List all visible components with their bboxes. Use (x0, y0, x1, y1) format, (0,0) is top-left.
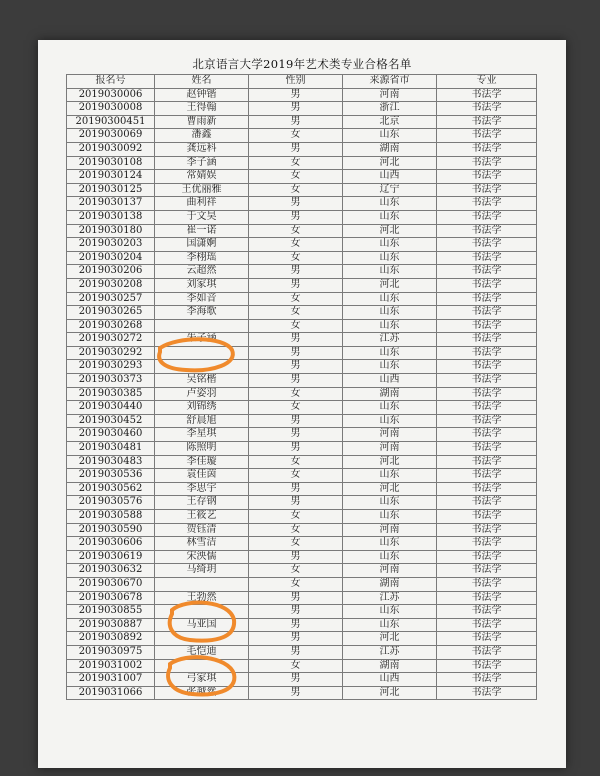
province-cell: 河北 (343, 482, 437, 496)
major-cell: 书法学 (437, 238, 537, 252)
province-cell: 北京 (343, 115, 437, 129)
name-cell (155, 360, 249, 374)
reg-no-cell: 2019030562 (67, 482, 155, 496)
province-cell: 山东 (343, 210, 437, 224)
province-cell: 山东 (343, 401, 437, 415)
gender-cell: 男 (249, 333, 343, 347)
gender-cell: 男 (249, 88, 343, 102)
major-cell: 书法学 (437, 129, 537, 143)
gender-cell: 女 (249, 306, 343, 320)
table-row (67, 496, 537, 510)
province-cell: 山东 (343, 265, 437, 279)
name-cell: 贺钰清 (155, 523, 249, 537)
gender-cell: 男 (249, 346, 343, 360)
name-cell: 李佳璇 (155, 455, 249, 469)
province-cell: 山东 (343, 319, 437, 333)
gender-cell: 男 (249, 142, 343, 156)
table-row (67, 360, 537, 374)
table-row (67, 210, 537, 224)
reg-no-cell: 2019030293 (67, 360, 155, 374)
gender-cell: 女 (249, 183, 343, 197)
gender-cell: 女 (249, 659, 343, 673)
name-cell: 曹雨新 (155, 115, 249, 129)
gender-cell: 女 (249, 224, 343, 238)
major-cell: 书法学 (437, 333, 537, 347)
reg-no-cell: 2019030373 (67, 374, 155, 388)
table-row (67, 401, 537, 415)
gender-cell: 男 (249, 673, 343, 687)
province-cell: 山东 (343, 537, 437, 551)
major-cell: 书法学 (437, 673, 537, 687)
name-cell: 卢姿羽 (155, 387, 249, 401)
name-cell: 王勃然 (155, 591, 249, 605)
major-cell: 书法学 (437, 197, 537, 211)
reg-no-cell: 2019030204 (67, 251, 155, 265)
major-cell: 书法学 (437, 319, 537, 333)
reg-no-cell: 20190300451 (67, 115, 155, 129)
reg-no-cell: 2019030670 (67, 577, 155, 591)
reg-no-cell: 2019030887 (67, 618, 155, 632)
province-cell: 山西 (343, 673, 437, 687)
reg-no-cell: 2019030203 (67, 238, 155, 252)
reg-no-cell: 2019030576 (67, 496, 155, 510)
table-row (67, 156, 537, 170)
table-row (67, 129, 537, 143)
gender-cell: 女 (249, 455, 343, 469)
table-row (67, 564, 537, 578)
province-cell: 河南 (343, 564, 437, 578)
name-cell: 朱子涵 (155, 333, 249, 347)
major-cell: 书法学 (437, 224, 537, 238)
name-cell: 崔一诺 (155, 224, 249, 238)
reg-no-cell: 2019030180 (67, 224, 155, 238)
major-cell: 书法学 (437, 265, 537, 279)
major-cell: 书法学 (437, 564, 537, 578)
reg-no-cell: 2019030208 (67, 278, 155, 292)
table-row (67, 170, 537, 184)
province-cell: 浙江 (343, 102, 437, 116)
province-cell: 湖南 (343, 659, 437, 673)
name-cell: 李思宇 (155, 482, 249, 496)
name-cell (155, 659, 249, 673)
major-cell: 书法学 (437, 115, 537, 129)
reg-no-cell: 2019030385 (67, 387, 155, 401)
major-cell: 书法学 (437, 428, 537, 442)
reg-no-cell: 2019030452 (67, 414, 155, 428)
table-row (67, 510, 537, 524)
gender-cell: 女 (249, 577, 343, 591)
table-row (67, 115, 537, 129)
gender-cell: 男 (249, 632, 343, 646)
province-cell: 山东 (343, 292, 437, 306)
gender-cell: 女 (249, 156, 343, 170)
gender-cell: 男 (249, 645, 343, 659)
table-row (67, 659, 537, 673)
major-cell: 书法学 (437, 360, 537, 374)
gender-cell: 女 (249, 238, 343, 252)
major-cell: 书法学 (437, 251, 537, 265)
reg-no-cell: 2019030257 (67, 292, 155, 306)
name-cell: 弓家琪 (155, 673, 249, 687)
major-cell: 书法学 (437, 170, 537, 184)
major-cell: 书法学 (437, 537, 537, 551)
reg-no-cell: 2019030892 (67, 632, 155, 646)
reg-no-cell: 2019030619 (67, 550, 155, 564)
table-row (67, 374, 537, 388)
reg-no-cell: 2019030125 (67, 183, 155, 197)
page-title: 北京语言大学2019年艺术类专业合格名单 (192, 57, 412, 71)
major-cell: 书法学 (437, 686, 537, 700)
reg-no-cell: 2019031066 (67, 686, 155, 700)
major-cell: 书法学 (437, 618, 537, 632)
province-cell: 山东 (343, 510, 437, 524)
name-cell: 赵钟锴 (155, 88, 249, 102)
major-cell: 书法学 (437, 401, 537, 415)
major-cell: 书法学 (437, 102, 537, 116)
gender-cell: 女 (249, 401, 343, 415)
gender-cell: 女 (249, 564, 343, 578)
gender-cell: 女 (249, 387, 343, 401)
major-cell: 书法学 (437, 645, 537, 659)
table-row (67, 387, 537, 401)
table-row (67, 183, 537, 197)
name-cell: 马亚国 (155, 618, 249, 632)
province-cell: 河南 (343, 88, 437, 102)
province-cell: 江苏 (343, 645, 437, 659)
gender-cell: 男 (249, 278, 343, 292)
major-cell: 书法学 (437, 605, 537, 619)
reg-no-cell: 2019030440 (67, 401, 155, 415)
header-name: 姓名 (155, 75, 249, 89)
table-row (67, 618, 537, 632)
header-major: 专业 (437, 75, 537, 89)
major-cell: 书法学 (437, 659, 537, 673)
major-cell: 书法学 (437, 469, 537, 483)
gender-cell: 男 (249, 265, 343, 279)
province-cell: 河北 (343, 632, 437, 646)
name-cell: 龚远科 (155, 142, 249, 156)
major-cell: 书法学 (437, 387, 537, 401)
table-row (67, 428, 537, 442)
gender-cell: 女 (249, 129, 343, 143)
gender-cell: 男 (249, 496, 343, 510)
name-cell: 毛恺迪 (155, 645, 249, 659)
province-cell: 河北 (343, 278, 437, 292)
province-cell: 山东 (343, 605, 437, 619)
table-row (67, 197, 537, 211)
name-cell: 宋泱儒 (155, 550, 249, 564)
gender-cell: 女 (249, 523, 343, 537)
reg-no-cell: 2019030975 (67, 645, 155, 659)
province-cell: 湖南 (343, 142, 437, 156)
name-cell: 张越然 (155, 686, 249, 700)
name-cell (155, 346, 249, 360)
major-cell: 书法学 (437, 442, 537, 456)
major-cell: 书法学 (437, 142, 537, 156)
province-cell: 山东 (343, 469, 437, 483)
province-cell: 河北 (343, 156, 437, 170)
province-cell: 江苏 (343, 333, 437, 347)
table-row (67, 577, 537, 591)
table-row (67, 442, 537, 456)
major-cell: 书法学 (437, 523, 537, 537)
table-row (67, 591, 537, 605)
province-cell: 河南 (343, 428, 437, 442)
table-row (67, 673, 537, 687)
major-cell: 书法学 (437, 183, 537, 197)
province-cell: 山东 (343, 496, 437, 510)
major-cell: 书法学 (437, 510, 537, 524)
major-cell: 书法学 (437, 156, 537, 170)
reg-no-cell: 2019030108 (67, 156, 155, 170)
table-row (67, 645, 537, 659)
table-row (67, 142, 537, 156)
table-row (67, 537, 537, 551)
province-cell: 江苏 (343, 591, 437, 605)
province-cell: 河北 (343, 686, 437, 700)
name-cell: 林雪洁 (155, 537, 249, 551)
table-row (67, 265, 537, 279)
reg-no-cell: 2019030268 (67, 319, 155, 333)
gender-cell: 男 (249, 605, 343, 619)
reg-no-cell: 2019031002 (67, 659, 155, 673)
major-cell: 书法学 (437, 496, 537, 510)
reg-no-cell: 2019030092 (67, 142, 155, 156)
major-cell: 书法学 (437, 455, 537, 469)
major-cell: 书法学 (437, 577, 537, 591)
gender-cell: 男 (249, 414, 343, 428)
table-row (67, 88, 537, 102)
name-cell (155, 319, 249, 333)
major-cell: 书法学 (437, 414, 537, 428)
reg-no-cell: 2019030590 (67, 523, 155, 537)
gender-cell: 女 (249, 251, 343, 265)
major-cell: 书法学 (437, 292, 537, 306)
name-cell: 舒晨旭 (155, 414, 249, 428)
gender-cell: 女 (249, 469, 343, 483)
name-cell: 王存钢 (155, 496, 249, 510)
province-cell: 辽宁 (343, 183, 437, 197)
name-cell: 王筱艺 (155, 510, 249, 524)
reg-no-cell: 2019030124 (67, 170, 155, 184)
province-cell: 河北 (343, 224, 437, 238)
name-cell: 袁佳茵 (155, 469, 249, 483)
province-cell: 湖南 (343, 387, 437, 401)
gender-cell: 男 (249, 428, 343, 442)
table-row (67, 224, 537, 238)
name-cell (155, 577, 249, 591)
gender-cell: 女 (249, 510, 343, 524)
name-cell: 吴铭楷 (155, 374, 249, 388)
gender-cell: 男 (249, 550, 343, 564)
name-cell: 潘鑫 (155, 129, 249, 143)
gender-cell: 男 (249, 102, 343, 116)
province-cell: 山东 (343, 251, 437, 265)
reg-no-cell: 2019030483 (67, 455, 155, 469)
table-row (67, 319, 537, 333)
major-cell: 书法学 (437, 346, 537, 360)
gender-cell: 男 (249, 482, 343, 496)
reg-no-cell: 2019031007 (67, 673, 155, 687)
province-cell: 山东 (343, 360, 437, 374)
table-row (67, 238, 537, 252)
gender-cell: 男 (249, 115, 343, 129)
name-cell: 李子涵 (155, 156, 249, 170)
table-row (67, 346, 537, 360)
name-cell: 常婧娱 (155, 170, 249, 184)
table-row (67, 605, 537, 619)
name-cell: 云超然 (155, 265, 249, 279)
reg-no-cell: 2019030138 (67, 210, 155, 224)
table-row (67, 333, 537, 347)
reg-no-cell: 2019030855 (67, 605, 155, 619)
reg-no-cell: 2019030632 (67, 564, 155, 578)
reg-no-cell: 2019030272 (67, 333, 155, 347)
name-cell: 王优丽雅 (155, 183, 249, 197)
table-row (67, 482, 537, 496)
name-cell: 李栩瑶 (155, 251, 249, 265)
name-cell: 曲利祥 (155, 197, 249, 211)
province-cell: 山西 (343, 374, 437, 388)
table-row (67, 306, 537, 320)
table-row (67, 469, 537, 483)
reg-no-cell: 2019030536 (67, 469, 155, 483)
major-cell: 书法学 (437, 550, 537, 564)
name-cell (155, 632, 249, 646)
reg-no-cell: 2019030006 (67, 88, 155, 102)
reg-no-cell: 2019030292 (67, 346, 155, 360)
province-cell: 湖南 (343, 577, 437, 591)
table-header-row (67, 75, 537, 89)
name-cell: 李星琪 (155, 428, 249, 442)
gender-cell: 男 (249, 374, 343, 388)
major-cell: 书法学 (437, 591, 537, 605)
table-row (67, 550, 537, 564)
gender-cell: 男 (249, 442, 343, 456)
table-row (67, 414, 537, 428)
name-cell: 马绮玥 (155, 564, 249, 578)
table-row (67, 278, 537, 292)
reg-no-cell: 2019030481 (67, 442, 155, 456)
major-cell: 书法学 (437, 278, 537, 292)
reg-no-cell: 2019030008 (67, 102, 155, 116)
table-row (67, 686, 537, 700)
gender-cell: 女 (249, 170, 343, 184)
province-cell: 山东 (343, 550, 437, 564)
name-cell: 于文昊 (155, 210, 249, 224)
gender-cell: 男 (249, 618, 343, 632)
province-cell: 河南 (343, 442, 437, 456)
name-cell: 李如音 (155, 292, 249, 306)
gender-cell: 女 (249, 319, 343, 333)
province-cell: 山西 (343, 170, 437, 184)
document-page (38, 40, 566, 768)
province-cell: 河北 (343, 455, 437, 469)
name-cell: 国潇婀 (155, 238, 249, 252)
table-row (67, 251, 537, 265)
gender-cell: 男 (249, 360, 343, 374)
gender-cell: 男 (249, 197, 343, 211)
gender-cell: 女 (249, 292, 343, 306)
gender-cell: 男 (249, 210, 343, 224)
reg-no-cell: 2019030588 (67, 510, 155, 524)
roster-table (66, 74, 537, 700)
province-cell: 山东 (343, 346, 437, 360)
gender-cell: 男 (249, 591, 343, 605)
header-gender: 性别 (249, 75, 343, 89)
major-cell: 书法学 (437, 306, 537, 320)
reg-no-cell: 2019030678 (67, 591, 155, 605)
header-province: 来源省市 (343, 75, 437, 89)
name-cell (155, 605, 249, 619)
reg-no-cell: 2019030206 (67, 265, 155, 279)
major-cell: 书法学 (437, 632, 537, 646)
province-cell: 山东 (343, 306, 437, 320)
name-cell: 刘锦绣 (155, 401, 249, 415)
table-row (67, 292, 537, 306)
major-cell: 书法学 (437, 88, 537, 102)
table-row (67, 632, 537, 646)
reg-no-cell: 2019030460 (67, 428, 155, 442)
province-cell: 河南 (343, 523, 437, 537)
province-cell: 山东 (343, 618, 437, 632)
province-cell: 山东 (343, 414, 437, 428)
reg-no-cell: 2019030069 (67, 129, 155, 143)
name-cell: 王得翰 (155, 102, 249, 116)
table-row (67, 455, 537, 469)
gender-cell: 男 (249, 686, 343, 700)
province-cell: 山东 (343, 197, 437, 211)
header-reg-no: 报名号 (67, 75, 155, 89)
name-cell: 陈照明 (155, 442, 249, 456)
province-cell: 山东 (343, 238, 437, 252)
gender-cell: 女 (249, 537, 343, 551)
table-row (67, 523, 537, 537)
major-cell: 书法学 (437, 482, 537, 496)
reg-no-cell: 2019030137 (67, 197, 155, 211)
name-cell: 李海歌 (155, 306, 249, 320)
province-cell: 山东 (343, 129, 437, 143)
major-cell: 书法学 (437, 210, 537, 224)
reg-no-cell: 2019030265 (67, 306, 155, 320)
major-cell: 书法学 (437, 374, 537, 388)
table-row (67, 102, 537, 116)
reg-no-cell: 2019030606 (67, 537, 155, 551)
name-cell: 刘家琪 (155, 278, 249, 292)
